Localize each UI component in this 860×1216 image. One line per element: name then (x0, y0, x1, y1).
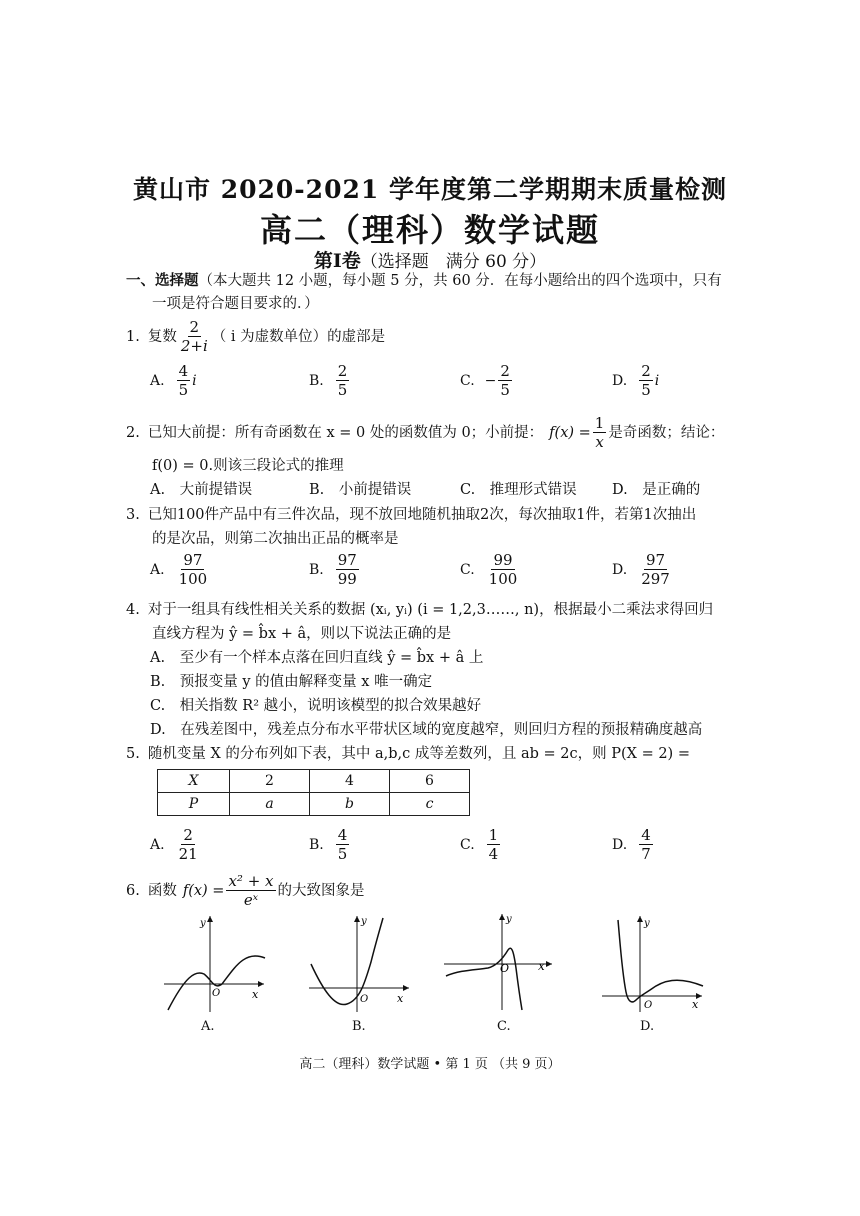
q1-option-c (460, 362, 514, 399)
graph-c-caption: C. (497, 1019, 511, 1034)
graph-d-y-label: y (644, 918, 650, 929)
q3-option-a-num: 97 (183, 551, 203, 569)
q5-option-d-label: D. (612, 836, 628, 853)
table-cell: P (158, 793, 230, 816)
q2-pre: 已知大前提：所有奇函数在 x = 0 处的函数值为 0；小前提： (147, 424, 544, 441)
q5-option-c-den: 4 (488, 845, 499, 863)
section-instr-line2: 一项是符合题目要求的．） (152, 296, 319, 312)
question-4 (126, 600, 713, 620)
graph-c-y-label: y (506, 914, 512, 925)
question-5 (126, 744, 690, 764)
q3-option-b-den: 99 (337, 570, 357, 588)
graph-a (160, 912, 270, 1017)
q3-option-b (309, 551, 361, 588)
graph-d-caption: D. (640, 1019, 655, 1034)
table-cell: X (158, 770, 230, 793)
q3-option-c (460, 551, 521, 588)
table-row (158, 793, 470, 816)
question-3 (126, 505, 696, 525)
q5-option-a-den: 21 (178, 845, 198, 863)
graph-a-caption: A. (201, 1019, 215, 1034)
q3-option-c-num: 99 (493, 551, 513, 569)
q2-fx: f(x) = (549, 424, 591, 441)
q1-number: 1. (126, 328, 140, 345)
graph-d-x-label: x (692, 998, 699, 1011)
q1-option-d-num: 2 (641, 362, 651, 380)
part-note: （选择题 满分 60 分） (360, 252, 547, 272)
q1-post: （ i 为虚数单位）的虚部是 (211, 328, 386, 345)
section-instr-line1: （本大题共 12 小题，每小题 5 分，共 60 分．在每小题给出的四个选项中，只有 (198, 273, 722, 289)
q3-option-a-den: 100 (178, 570, 208, 588)
graph-c (440, 910, 560, 1015)
q3-option-a-label: A. (150, 561, 165, 578)
q4-option-b: B. 预报变量 y 的值由解释变量 x 唯一确定 (150, 674, 433, 690)
question-6 (126, 872, 365, 909)
q1-option-d-suffix: i (654, 372, 660, 389)
q6-post: 的大致图象是 (277, 882, 365, 899)
q5-option-d-num: 4 (641, 826, 651, 844)
q1-option-a-den: 5 (178, 381, 189, 399)
q2-option-a: A. 大前提错误 (150, 482, 253, 498)
q4-option-a: A. 至少有一个样本点落在回归直线 ŷ = b̂x + â 上 (150, 650, 484, 666)
graph-a-origin: O (212, 988, 221, 999)
q1-option-b-num: 2 (337, 362, 348, 380)
q4-option-c: C. 相关指数 R² 越小，说明该模型的拟合效果越好 (150, 698, 482, 714)
q1-option-c-label: C. (460, 372, 475, 389)
q6-frac-den: eˣ (243, 891, 259, 909)
q1-pre: 复数 (147, 328, 177, 345)
q5-line1: 随机变量 X 的分布列如下表，其中 a,b,c 成等差数列，且 ab = 2c，则 P(X = 2) = (147, 746, 690, 762)
q2-option-b: B. 小前提错误 (309, 482, 412, 498)
exam-subtitle: 高二（理科）数学试题 (259, 211, 600, 249)
q6-frac-num: x² + x (228, 872, 274, 890)
q5-option-b-den: 5 (337, 845, 348, 863)
q3-option-d (612, 551, 674, 588)
graph-b-y-label: y (361, 916, 367, 927)
q1-option-a-num: 4 (178, 362, 189, 380)
q1-fraction (179, 318, 210, 355)
q3-option-d-num: 97 (645, 551, 666, 569)
table-cell: a (230, 793, 310, 816)
graph-b-origin: O (360, 994, 369, 1005)
q1-frac-num: 2 (189, 318, 200, 336)
q1-option-c-den: 5 (500, 381, 510, 399)
q2-number: 2. (126, 424, 140, 441)
part-label: 第Ⅰ卷 (313, 250, 361, 272)
graph-b (305, 912, 415, 1017)
q2-option-d: D. 是正确的 (612, 482, 701, 498)
q4-line1: 对于一组具有线性相关关系的数据 (xᵢ, yᵢ) (i = 1,2,3……, n)，根据最小二乘法求得回归 (147, 602, 714, 618)
q3-line1: 已知100件产品中有三件次品，现不放回地随机抽取2次，每次抽取1件，若第1次抽出 (147, 507, 697, 523)
q5-number: 5. (126, 746, 140, 762)
q6-pre: 函数 (147, 882, 177, 899)
question-2 (126, 414, 724, 451)
q5-option-a (150, 826, 202, 863)
table-cell: b (310, 793, 390, 816)
q6-number: 6. (126, 882, 140, 899)
q1-option-a-suffix: i (192, 372, 197, 389)
distribution-table (157, 769, 470, 816)
graph-a-x-label: x (252, 988, 259, 1001)
table-cell: c (390, 793, 470, 816)
q5-option-b-num: 4 (337, 826, 348, 844)
q3-option-c-label: C. (460, 561, 475, 578)
graph-c-origin: O (500, 962, 510, 975)
q5-option-b-label: B. (309, 836, 324, 853)
q1-option-b-den: 5 (337, 381, 348, 399)
q3-option-d-label: D. (612, 561, 628, 578)
q1-option-a-label: A. (150, 372, 165, 389)
q1-frac-den: 2+i (180, 337, 208, 355)
q1-option-b-label: B. (309, 372, 324, 389)
q3-line2: 的是次品，则第二次抽出正品的概率是 (152, 531, 399, 547)
q5-option-b (309, 826, 351, 863)
q5-option-c-num: 1 (488, 826, 499, 844)
q1-option-b (309, 362, 351, 399)
q3-option-d-den: 297 (641, 570, 670, 588)
q2-frac-den: x (595, 433, 604, 451)
table-row (158, 770, 470, 793)
q2-option-c: C. 推理形式错误 (460, 482, 577, 498)
graph-b-caption: B. (352, 1019, 366, 1034)
graph-c-x-label: x (538, 959, 545, 973)
graph-a-y-label: y (200, 918, 206, 929)
q2-line2: f(0) = 0.则该三段论式的推理 (152, 458, 344, 474)
q1-option-c-num: 2 (500, 362, 510, 380)
part-heading (0, 246, 860, 273)
q1-option-d (612, 362, 659, 399)
graph-d-origin: O (644, 1000, 653, 1011)
section-instructions (126, 271, 722, 291)
q4-option-d: D. 在残差图中，残差点分布水平带状区域的宽度越窄，则回归方程的预报精确度越高 (150, 722, 703, 738)
q5-option-a-num: 2 (183, 826, 193, 844)
q3-number: 3. (126, 507, 140, 523)
graph-b-x-label: x (397, 992, 404, 1005)
page-footer: 高二（理科）数学试题 • 第 1 页 （共 9 页） (299, 1057, 561, 1072)
exam-title: 黄山市 2020-2021 学年度第二学期期末质量检测 (133, 175, 727, 204)
graph-d (598, 912, 708, 1017)
q5-option-c (460, 826, 502, 863)
q5-option-d (612, 826, 655, 863)
table-cell: 4 (310, 770, 390, 793)
q3-option-a (150, 551, 211, 588)
section-label: 一、选择题 (126, 272, 199, 289)
q1-option-a (150, 362, 197, 399)
q4-number: 4. (126, 602, 140, 618)
q2-post: 是奇函数；结论： (608, 424, 725, 441)
q3-option-c-den: 100 (488, 570, 518, 588)
q1-option-d-den: 5 (641, 381, 651, 399)
q5-option-a-label: A. (150, 836, 165, 853)
q5-option-d-den: 7 (641, 845, 651, 863)
question-1 (126, 318, 385, 355)
q6-fx: f(x) = (182, 882, 225, 899)
q3-option-b-num: 97 (337, 551, 357, 569)
table-cell: 2 (230, 770, 310, 793)
q2-frac-num: 1 (594, 414, 605, 432)
q4-line2: 直线方程为 ŷ = b̂x + â，则以下说法正确的是 (152, 626, 452, 642)
q3-option-b-label: B. (309, 561, 324, 578)
table-cell: 6 (390, 770, 470, 793)
q1-option-d-label: D. (612, 372, 628, 389)
q1-option-c-prefix: − (484, 372, 497, 389)
q5-option-c-label: C. (460, 836, 475, 853)
